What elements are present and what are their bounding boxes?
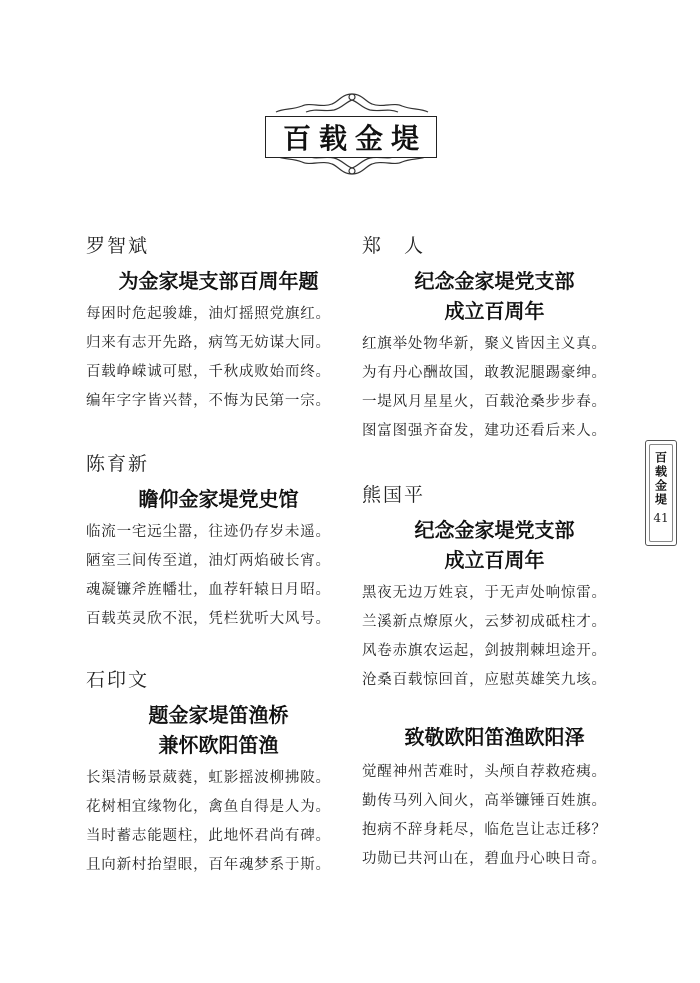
poem-line: 为有丹心酬故国，敢教泥腿踢豪绅。 [362,365,607,381]
poem-author: 郑 人 [362,235,426,257]
poem-title-line: 成立百周年 [444,299,545,323]
poem-line: 当时蓄志能题柱，此地怀君尚有碑。 [86,828,331,844]
poem-line: 黑夜无边万姓哀，于无声处响惊雷。 [362,585,607,601]
poem-body [362,579,627,695]
poem-line: 图富图强齐奋发，建功还看后来人。 [362,423,607,439]
poem-line: 兰溪新点燎原火，云梦初成砥柱才。 [362,614,607,630]
poem-title [86,266,351,296]
poem-line: 陋室三间传至道，油灯两焰破长宵。 [86,553,331,569]
poem-2 [86,449,351,634]
poem-line: 编年字字皆兴替，不悔为民第一宗。 [86,393,331,409]
poem-line: 且向新村抬望眼，百年魂梦系于斯。 [86,857,331,873]
poem-title [362,515,627,575]
page-number: 41 [653,511,669,525]
poem-title-line: 兼怀欧阳笛渔 [158,733,279,757]
poem-line: 功勋已共河山在，碧血丹心映日奇。 [362,851,607,867]
poem-body [86,764,351,880]
side-tab-frame [649,444,673,542]
poem-line: 归来有志开先路，病笃无妨谋大同。 [86,335,331,351]
poem-author: 石印文 [86,669,150,691]
poem-line: 勤传马列入间火，高举镰锤百姓旗。 [362,793,607,809]
poem-title [86,484,351,514]
poem-3 [86,665,351,880]
poem-author: 罗智斌 [86,235,150,257]
poem-body [362,758,627,874]
poem-body [86,300,351,416]
poem-line: 临流一宅远尘嚣，往迹仍存岁未遥。 [86,524,331,540]
side-tab-label: 百载金堤 [653,451,668,507]
poem-title-line: 致敬欧阳笛渔欧阳泽 [404,725,585,749]
poem-title-line: 纪念金家堤党支部 [414,269,575,293]
poem-title-line: 成立百周年 [444,548,545,572]
poem-title [86,700,351,760]
poem-line: 长渠清畅景葳蕤，虹影摇波柳拂陂。 [86,770,331,786]
side-section-tab [645,440,677,546]
poem-line: 百载英灵欣不泯，凭栏犹听大风号。 [86,611,331,627]
poem-5 [362,480,627,695]
poem-title-line: 瞻仰金家堤党史馆 [138,487,299,511]
poem-title [362,266,627,326]
poem-title-line: 纪念金家堤党支部 [414,518,575,542]
poem-line: 抱病不辞身耗尽，临危岂让志迁移？ [362,822,607,838]
poem-line: 每困时危起骏雄，油灯摇照党旗红。 [86,306,331,322]
poem-author: 陈育新 [86,453,150,475]
page-title: 百载金堤 [282,122,427,155]
poem-title [362,722,627,752]
poem-line: 一堤风月星星火，百载沧桑步步春。 [362,394,607,410]
page-title-box [265,116,437,158]
poem-body [86,518,351,634]
poem-author: 熊国平 [362,484,426,506]
poem-line: 沧桑百载惊回首，应慰英雄笑九垓。 [362,672,607,688]
poem-4 [362,231,627,446]
poem-line: 魂凝镰斧旌幡壮，血荐轩辕日月昭。 [86,582,331,598]
poem-title-line: 为金家堤支部百周年题 [118,269,319,293]
poem-line: 红旗举处物华新，聚义皆因主义真。 [362,336,607,352]
poem-line: 风卷赤旗农运起，剑披荆棘坦途开。 [362,643,607,659]
poem-line: 觉醒神州苦难时，头颅自荐救疮痍。 [362,764,607,780]
poem-1 [86,231,351,416]
poem-title-line: 题金家堤笛渔桥 [148,703,289,727]
poem-6 [362,722,627,874]
poem-line: 百载峥嵘诚可慰，千秋成败始而终。 [86,364,331,380]
poem-body [362,330,627,446]
poem-line: 花树相宜缘物化，禽鱼自得是人为。 [86,799,331,815]
